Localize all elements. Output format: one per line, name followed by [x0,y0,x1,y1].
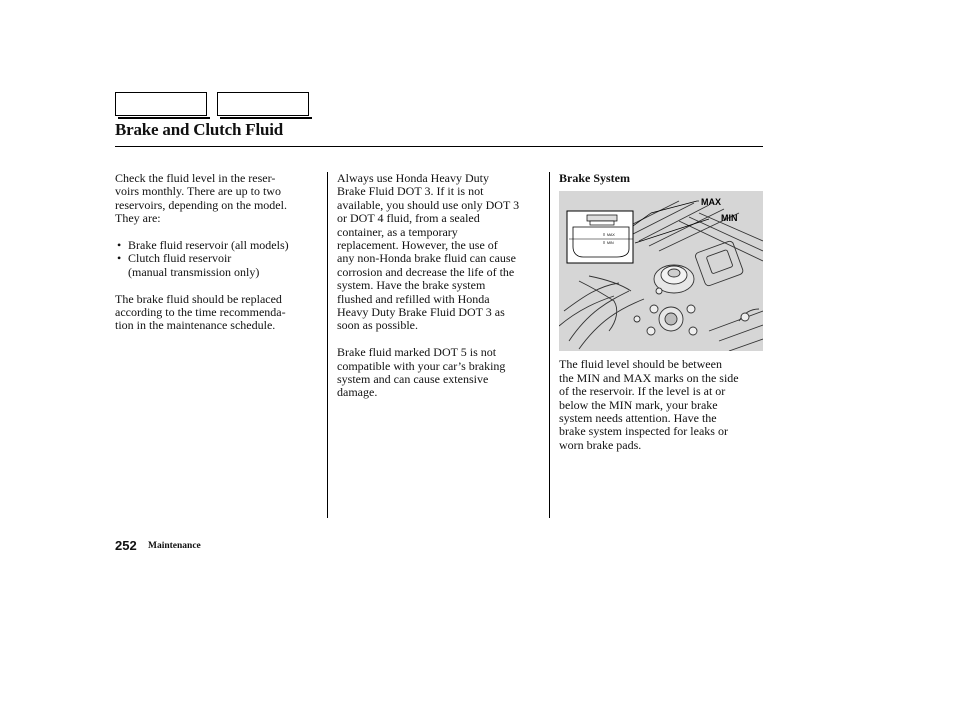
max-callout-label: MAX [701,197,721,208]
reservoir-list [115,239,320,279]
page-title: Brake and Clutch Fluid [115,120,283,139]
inset-max-label: MAX [607,233,615,238]
column-divider-1 [327,172,328,518]
engine-bay-drawing [559,191,763,351]
min-callout-label: MIN [721,213,738,224]
list-item [115,239,320,252]
fluid-type-paragraph: Always use Honda Heavy Duty Brake Fluid DOT 3. If it is not available, you should use only DOT 3 or DOT 4 fluid, from a sealed container, as a temporary replacement. However, the use of any non-Honda brake fluid can cause corrosion and decrease the life of the system. Have the brake system flushed and refilled with Honda Heavy Duty Brake Fluid DOT 3 as soon as possible. [337,171,520,333]
column-2 [337,172,543,400]
inset-min-label: MIN [607,241,614,246]
column-3 [559,172,764,452]
list-item-subtext: (manual transmission only) [128,264,260,279]
fluid-level-paragraph: The fluid level should be between the MIN and MAX marks on the side of the reservoir. If the level is at or below the MIN mark, your brake system needs attention. Have the brake system inspected for leaks or worn brake pads. [559,357,739,452]
list-item [115,252,320,279]
nav-tab-1[interactable] [115,92,207,116]
page-number: 252 [115,538,137,553]
column-1 [115,172,320,333]
column-divider-2 [549,172,550,518]
dot5-warning-paragraph: Brake fluid marked DOT 5 is not compatible with your car’s braking system and can cause extensive damage. [337,345,506,400]
list-item-text: Brake fluid reservoir (all models) [128,238,289,253]
title-rule [115,146,763,147]
bullet-icon: • [117,251,122,266]
section-name: Maintenance [148,541,201,551]
bullet-icon: • [117,238,122,253]
brake-reservoir-illustration [559,191,763,351]
list-item-text: Clutch fluid reservoir [128,251,232,266]
intro-paragraph: Check the fluid level in the reser- voirs monthly. There are up to two reservoirs, depending on the model. They are: [115,171,287,226]
replace-note: The brake fluid should be replaced according to the time recommenda- tion in the maintenance schedule. [115,291,286,333]
nav-tab-2[interactable] [217,92,309,116]
brake-system-heading: Brake System [559,171,630,185]
